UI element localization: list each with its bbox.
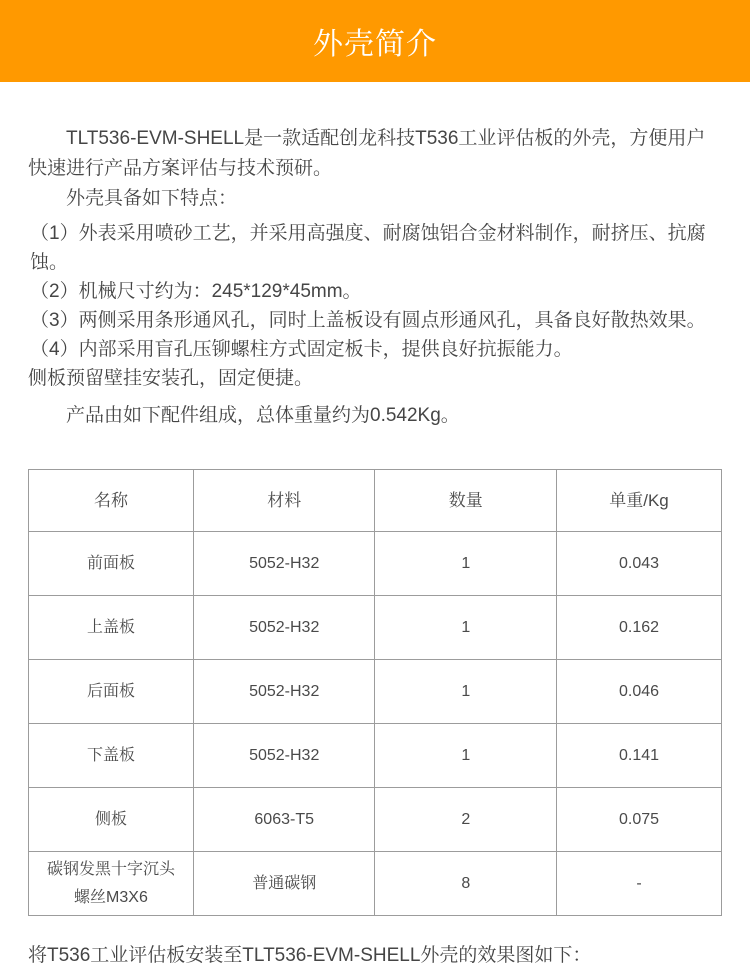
table-row: [29, 596, 722, 660]
cell-quantity: 1: [375, 724, 557, 788]
cell-material: 普通碳钢: [193, 852, 375, 916]
cell-name: 侧板: [29, 788, 194, 852]
cell-name: 前面板: [29, 532, 194, 596]
cell-weight: 0.141: [557, 724, 722, 788]
feature-item-3: （3）两侧采用条形通风孔，同时上盖板设有圆点形通风孔，具备良好散热效果。: [30, 310, 706, 331]
table-row: [29, 660, 722, 724]
cell-weight: 0.046: [557, 660, 722, 724]
table-row: [29, 852, 722, 916]
cell-material: 5052-H32: [193, 596, 375, 660]
cell-weight: 0.162: [557, 596, 722, 660]
content-area: [0, 124, 750, 971]
cell-name: 下盖板: [29, 724, 194, 788]
feature-continuation: 侧板预留壁挂安装孔，固定便捷。: [28, 368, 314, 389]
features-heading: 外壳具备如下特点：: [66, 188, 238, 209]
cell-weight: -: [557, 852, 722, 916]
cell-material: 6063-T5: [193, 788, 375, 852]
cell-quantity: 1: [375, 660, 557, 724]
table-row: [29, 724, 722, 788]
column-header-unit-weight: 单重/Kg: [557, 470, 722, 532]
cell-material: 5052-H32: [193, 532, 375, 596]
column-header-name: 名称: [29, 470, 194, 532]
parts-table: [28, 469, 722, 916]
footer-text: 将T536工业评估板安装至TLT536-EVM-SHELL外壳的效果图如下：: [28, 945, 592, 966]
feature-item-1: （1）外表采用喷砂工艺，并采用高强度、耐腐蚀铝合金材料制作，耐挤压、抗腐蚀。: [30, 223, 706, 273]
page-title: 外壳简介: [313, 28, 437, 61]
features-list: [28, 219, 722, 393]
intro-paragraph: TLT536-EVM-SHELL是一款适配创龙科技T536工业评估板的外壳，方便用户快速进行产品方案评估与技术预研。: [28, 128, 706, 179]
cell-weight: 0.075: [557, 788, 722, 852]
components-paragraph: 产品由如下配件组成，总体重量约为0.542Kg。: [66, 405, 460, 426]
column-header-material: 材料: [193, 470, 375, 532]
feature-item-2: （2）机械尺寸约为：245*129*45mm。: [30, 281, 362, 302]
cell-quantity: 1: [375, 532, 557, 596]
cell-name: 碳钢发黑十字沉头螺丝M3X6: [29, 852, 194, 916]
cell-material: 5052-H32: [193, 660, 375, 724]
table-header-row: [29, 470, 722, 532]
cell-weight: 0.043: [557, 532, 722, 596]
feature-item-4: （4）内部采用盲孔压铆螺柱方式固定板卡，提供良好抗振能力。: [30, 339, 573, 360]
cell-material: 5052-H32: [193, 724, 375, 788]
cell-quantity: 1: [375, 596, 557, 660]
cell-quantity: 2: [375, 788, 557, 852]
column-header-quantity: 数量: [375, 470, 557, 532]
cell-name: 后面板: [29, 660, 194, 724]
table-row: [29, 532, 722, 596]
page-header-banner: [0, 0, 750, 82]
cell-quantity: 8: [375, 852, 557, 916]
cell-name: 上盖板: [29, 596, 194, 660]
table-row: [29, 788, 722, 852]
